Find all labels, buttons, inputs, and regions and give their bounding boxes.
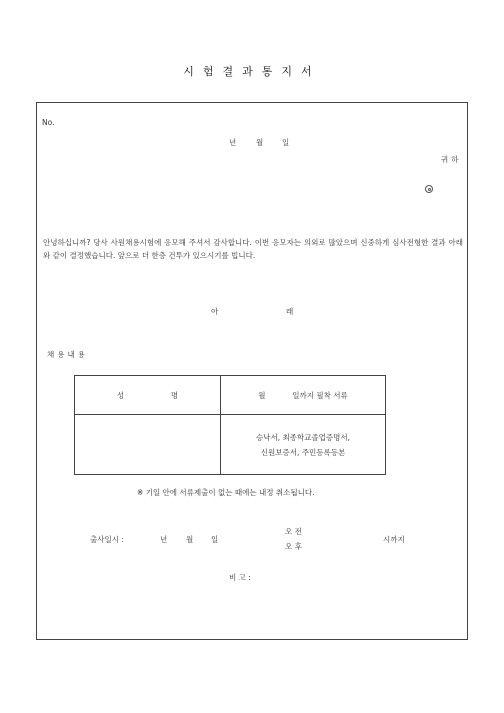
documents-header-month: 월 <box>258 390 266 400</box>
notice-frame <box>36 102 468 640</box>
section-label: 채용내용 <box>47 350 88 359</box>
report-am-label: 오 전 <box>285 527 302 536</box>
name-value-cell <box>75 415 221 475</box>
greeting-paragraph: 안녕하십니까? 당사 사원채용시험에 응모해 주셔서 감사합니다. 이번 응모자는 의외로 많았으며 신중하게 심사전형한 결과 아래와 같이 결정했습니다. 앞으로 더 한층 건투가 있으시기를 빕니다. <box>43 238 463 260</box>
report-month-label: 월 <box>186 535 194 544</box>
name-header-cell <box>75 376 221 415</box>
documents-line-1: 승낙서, 최종학교졸업증명서, <box>255 432 351 442</box>
date-day-label: 일 <box>282 138 290 147</box>
documents-value-cell <box>221 415 386 475</box>
documents-header-cell <box>221 376 386 415</box>
addressee-suffix: 귀하 <box>441 155 462 164</box>
documents-header-until: 일까지 필착 서류 <box>292 390 348 400</box>
report-date-label: 출사일시 : <box>90 535 124 544</box>
name-header-a: 성 <box>116 390 125 400</box>
report-day-label: 일 <box>211 535 219 544</box>
report-pm-label: 오 후 <box>285 542 302 551</box>
hiring-table <box>74 375 386 475</box>
name-header-b: 명 <box>170 390 179 400</box>
documents-line-2: 신원보증서, 주민등록등본 <box>260 447 346 457</box>
date-year-label: 년 <box>229 138 237 147</box>
report-until-label: 시까지 <box>383 535 405 544</box>
page-title: 시험결과통지서 <box>183 65 321 78</box>
seal-circle-icon <box>425 185 433 193</box>
warning-note: ※ 기일 안에 서류제출이 없는 때에는 내정 취소됩니다. <box>137 488 315 497</box>
below-heading-left: 아 <box>211 307 219 316</box>
date-month-label: 월 <box>256 138 264 147</box>
remarks-label: 비 고 : <box>229 573 251 582</box>
below-heading-right: 래 <box>286 307 294 316</box>
notice-number-label: No. <box>42 118 55 127</box>
report-year-label: 년 <box>160 535 168 544</box>
